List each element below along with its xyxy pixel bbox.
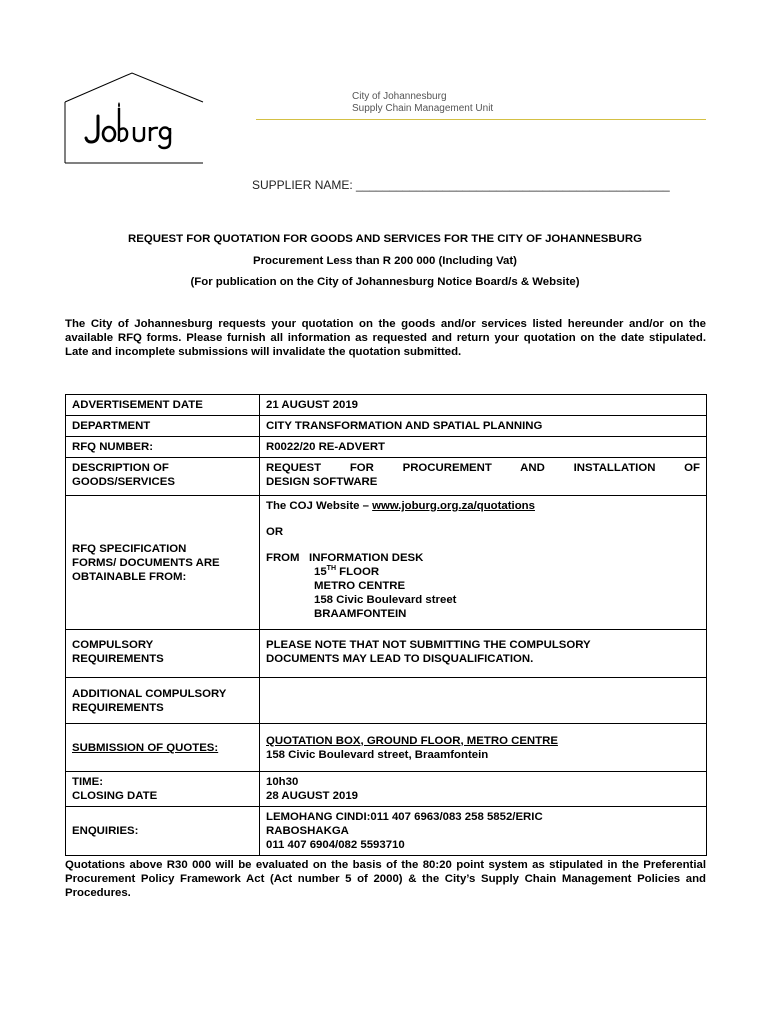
description-value-line: REQUEST FOR PROCUREMENT AND INSTALLATION OF xyxy=(266,462,700,474)
advertisement-date-value: 21 AUGUST 2019 xyxy=(260,395,707,416)
table-row-advertisement-date xyxy=(66,395,707,416)
specification-label-line: OBTAINABLE FROM: xyxy=(72,570,187,583)
advertisement-date-label: ADVERTISEMENT DATE xyxy=(66,395,260,416)
additional-label xyxy=(66,678,260,724)
submission-value xyxy=(260,724,707,772)
table-row-enquiries xyxy=(66,807,707,856)
closing-paragraph: Quotations above R30 000 will be evaluated on the basis of the 80:20 point system as stipulated in the Preferential Procurement Policy Framework Act (Act number 5 of 2000) & the City’s Supply Chain Management Policies and Procedures. xyxy=(65,859,706,899)
description-label-line: GOODS/SERVICES xyxy=(72,476,175,488)
address-line: 158 Civic Boulevard street xyxy=(314,594,457,606)
table-row-submission xyxy=(66,724,707,772)
enquiries-value-line: LEMOHANG CINDI:011 407 6963/083 258 5852/ERIC xyxy=(266,811,543,823)
additional-value xyxy=(260,678,707,724)
submission-value-line: 158 Civic Boulevard street, Braamfontein xyxy=(266,748,489,761)
table-row-specification xyxy=(66,496,707,630)
specification-value xyxy=(260,496,707,630)
document-subtitle: Procurement Less than R 200 000 (Including Vat) xyxy=(253,255,517,267)
time-label xyxy=(66,772,260,807)
enquiries-value xyxy=(260,807,707,856)
rfq-number-value: R0022/20 RE-ADVERT xyxy=(260,437,707,458)
specification-label-line: FORMS/ DOCUMENTS ARE xyxy=(72,556,220,569)
enquiries-label: ENQUIRIES: xyxy=(66,807,260,856)
table-row-department xyxy=(66,416,707,437)
table-row-rfq-number xyxy=(66,437,707,458)
table-row-additional xyxy=(66,678,707,724)
header-rule xyxy=(256,119,706,120)
description-label-line: DESCRIPTION OF xyxy=(72,462,169,474)
quotations-website-link[interactable]: www.joburg.org.za/quotations xyxy=(372,500,535,512)
specification-label-line: RFQ SPECIFICATION xyxy=(72,542,187,555)
department-value: CITY TRANSFORMATION AND SPATIAL PLANNING xyxy=(260,416,707,437)
time-label-line: TIME: xyxy=(72,776,104,788)
supplier-name-line: SUPPLIER NAME: _______________________________________________ xyxy=(252,178,670,192)
closing-time: 10h30 xyxy=(266,776,299,788)
compulsory-label-line: REQUIREMENTS xyxy=(72,653,164,665)
address-line: METRO CENTRE xyxy=(314,580,406,592)
additional-label-line: ADDITIONAL COMPULSORY xyxy=(72,687,227,700)
address-floor xyxy=(266,565,700,579)
compulsory-value xyxy=(260,630,707,678)
compulsory-label-line: COMPULSORY xyxy=(72,639,154,651)
address-line: BRAAMFONTEIN xyxy=(314,608,407,620)
submission-label-text: SUBMISSION OF QUOTES: xyxy=(72,741,219,754)
address-line: INFORMATION DESK xyxy=(309,552,424,564)
organisation-header xyxy=(352,91,493,115)
rfq-details-table xyxy=(65,394,707,856)
or-text: OR xyxy=(266,526,284,538)
from-address xyxy=(266,551,700,565)
description-value-line: DESIGN SOFTWARE xyxy=(266,476,378,488)
website-line xyxy=(266,499,700,513)
enquiries-value-line: RABOSHAKGA xyxy=(266,825,349,837)
additional-label-line: REQUIREMENTS xyxy=(72,701,164,714)
joburg-logo-graphic xyxy=(64,72,204,164)
org-unit: Supply Chain Management Unit xyxy=(352,103,494,114)
description-value xyxy=(260,458,707,496)
from-label: FROM xyxy=(266,552,300,564)
time-label-line: CLOSING DATE xyxy=(72,790,158,802)
intro-paragraph: The City of Johannesburg requests your quotation on the goods and/or services listed hereunder and/or on the available RFQ forms. Please furnish all information as requested and return your quotation on the date stipulated. Late and incomplete submissions will invalidate the quotation submitted. xyxy=(65,318,706,358)
compulsory-value-line: DOCUMENTS MAY LEAD TO DISQUALIFICATION. xyxy=(266,653,534,665)
website-prefix: The COJ Website – xyxy=(266,500,373,512)
time-value xyxy=(260,772,707,807)
joburg-logo xyxy=(64,72,204,164)
rfq-number-label: RFQ NUMBER: xyxy=(66,437,260,458)
table-row-description xyxy=(66,458,707,496)
document-title: REQUEST FOR QUOTATION FOR GOODS AND SERVICES FOR THE CITY OF JOHANNESBURG xyxy=(128,233,642,245)
publication-note: (For publication on the City of Johannesburg Notice Board/s & Website) xyxy=(190,276,580,288)
org-name: City of Johannesburg xyxy=(352,91,447,102)
closing-date: 28 AUGUST 2019 xyxy=(266,790,359,802)
floor-number: 15 xyxy=(314,566,327,578)
compulsory-label xyxy=(66,630,260,678)
submission-label xyxy=(66,724,260,772)
specification-label xyxy=(66,496,260,630)
description-label xyxy=(66,458,260,496)
floor-suffix: TH xyxy=(326,565,337,573)
table-row-time xyxy=(66,772,707,807)
department-label: DEPARTMENT xyxy=(66,416,260,437)
submission-value-line: QUOTATION BOX, GROUND FLOOR, METRO CENTRE xyxy=(266,734,558,747)
table-row-compulsory xyxy=(66,630,707,678)
enquiries-value-line: 011 407 6904/082 5593710 xyxy=(266,839,405,851)
floor-word: FLOOR xyxy=(336,566,380,578)
compulsory-value-line: PLEASE NOTE THAT NOT SUBMITTING THE COMPULSORY xyxy=(266,639,591,651)
